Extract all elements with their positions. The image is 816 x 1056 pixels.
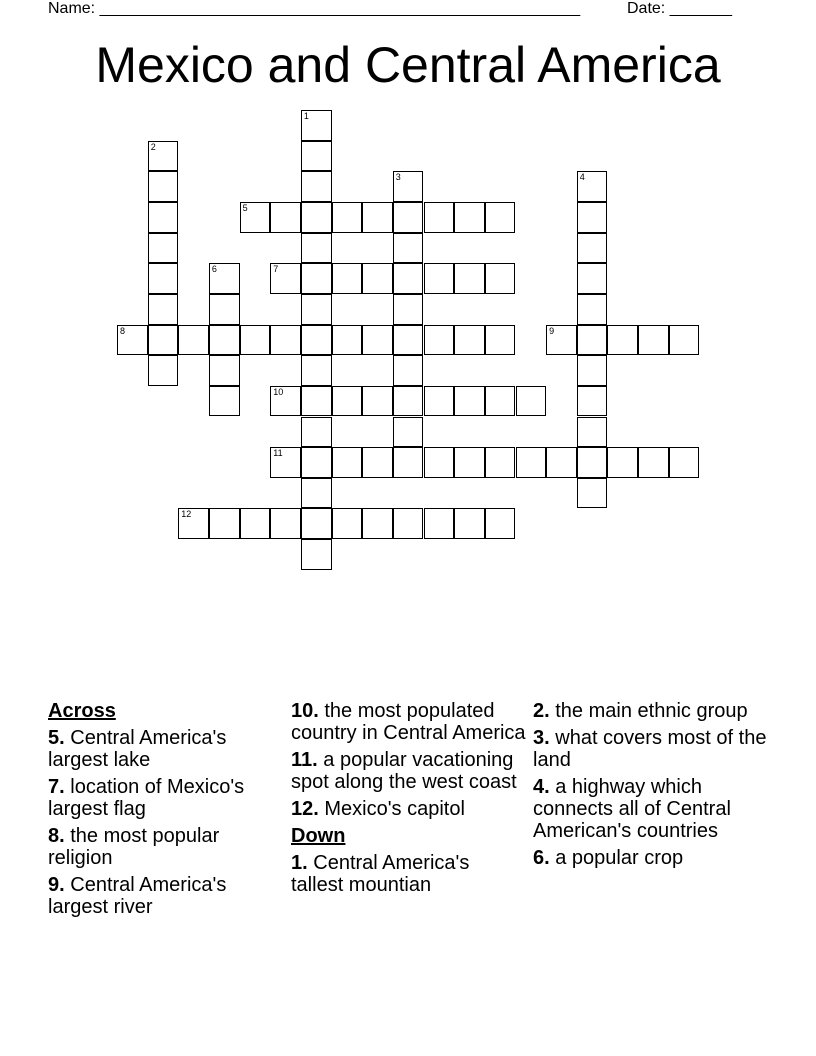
crossword-cell[interactable] (362, 202, 393, 233)
clue-number: 4 (579, 172, 585, 183)
clue-number: 5 (242, 202, 248, 213)
crossword-cell[interactable] (209, 386, 240, 417)
clue-number: 1 (303, 111, 309, 121)
crossword-cell[interactable] (424, 263, 455, 294)
crossword-cell[interactable] (301, 539, 332, 570)
clue-down-3: 3. what covers most of the land (533, 727, 767, 771)
crossword-cell[interactable] (301, 294, 332, 325)
across-heading: Across (48, 700, 116, 722)
clue-number: 3 (395, 172, 401, 183)
crossword-cell[interactable] (393, 386, 424, 417)
crossword-cell[interactable] (362, 386, 393, 417)
crossword-cell[interactable] (638, 447, 669, 478)
crossword-cell[interactable] (485, 447, 516, 478)
clue-across-8: 8. the most popular religion (48, 825, 220, 869)
crossword-cell[interactable] (485, 325, 516, 356)
crossword-cell[interactable] (301, 417, 332, 448)
crossword-cell[interactable] (301, 202, 332, 233)
crossword-cell[interactable] (362, 325, 393, 356)
crossword-cell[interactable] (148, 294, 179, 325)
crossword-cell[interactable] (148, 355, 179, 386)
clue-across-9: 9. Central America's largest river (48, 874, 227, 918)
crossword-cell[interactable] (148, 263, 179, 294)
crossword-cell[interactable] (270, 202, 301, 233)
down-heading: Down (291, 825, 346, 847)
clue-across-11: 11. a popular vacationing spot along the west coast (291, 749, 517, 793)
clue-number: 6 (211, 264, 217, 275)
crossword-cell[interactable] (270, 508, 301, 539)
crossword-cell[interactable] (301, 110, 332, 141)
crossword-cell[interactable] (393, 263, 424, 294)
clue-down-4: 4. a highway which connects all of Central American's countries (533, 776, 731, 842)
crossword-cell[interactable] (454, 202, 485, 233)
crossword-cell[interactable] (393, 171, 424, 202)
crossword-cell[interactable] (393, 294, 424, 325)
clues-column-2 (291, 700, 526, 901)
crossword-cell[interactable] (393, 355, 424, 386)
crossword-cell[interactable] (362, 508, 393, 539)
crossword-cell[interactable] (301, 386, 332, 417)
crossword-cell[interactable] (148, 233, 179, 264)
crossword-cell[interactable] (546, 325, 577, 356)
crossword-cell[interactable] (607, 325, 638, 356)
crossword-cell[interactable] (454, 447, 485, 478)
crossword-cell[interactable] (424, 325, 455, 356)
clues-column-3 (533, 700, 768, 874)
crossword-cell[interactable] (607, 447, 638, 478)
crossword-cell[interactable] (209, 263, 240, 294)
crossword-cell[interactable] (209, 355, 240, 386)
crossword-cell[interactable] (454, 263, 485, 294)
clue-across-10: 10. the most populated country in Central America (291, 700, 526, 744)
crossword-cell[interactable] (669, 325, 700, 356)
clue-down-2: 2. the main ethnic group (533, 700, 748, 722)
crossword-cell[interactable] (332, 263, 363, 294)
crossword-cell[interactable] (454, 508, 485, 539)
crossword-cell[interactable] (393, 508, 424, 539)
crossword-cell[interactable] (270, 386, 301, 417)
crossword-cell[interactable] (485, 263, 516, 294)
crossword-cell[interactable] (301, 508, 332, 539)
crossword-cell[interactable] (393, 202, 424, 233)
date-field-label: Date: _______ (627, 0, 732, 17)
crossword-cell[interactable] (577, 171, 608, 202)
crossword-cell[interactable] (148, 202, 179, 233)
crossword-cell[interactable] (178, 508, 209, 539)
clue-number: 9 (549, 325, 555, 336)
crossword-cell[interactable] (148, 325, 179, 356)
crossword-cell[interactable] (117, 325, 148, 356)
crossword-cell[interactable] (485, 508, 516, 539)
crossword-cell[interactable] (424, 202, 455, 233)
crossword-cell[interactable] (485, 386, 516, 417)
crossword-cell[interactable] (577, 294, 608, 325)
crossword-cell[interactable] (362, 263, 393, 294)
crossword-cell[interactable] (577, 325, 608, 356)
crossword-cell[interactable] (577, 447, 608, 478)
clues-column-1 (48, 700, 283, 923)
crossword-cell[interactable] (301, 478, 332, 509)
crossword-cell[interactable] (301, 233, 332, 264)
crossword-cell[interactable] (209, 508, 240, 539)
crossword-cell[interactable] (332, 447, 363, 478)
crossword-cell[interactable] (516, 447, 547, 478)
crossword-cell[interactable] (362, 447, 393, 478)
crossword-cell[interactable] (393, 233, 424, 264)
crossword-cell[interactable] (577, 233, 608, 264)
crossword-cell[interactable] (148, 141, 179, 172)
clue-down-1: 1. Central America's tallest mountian (291, 852, 470, 896)
crossword-cell[interactable] (393, 325, 424, 356)
crossword-cell[interactable] (485, 202, 516, 233)
crossword-cell[interactable] (424, 508, 455, 539)
crossword-cell[interactable] (577, 263, 608, 294)
crossword-cell[interactable] (577, 202, 608, 233)
crossword-cell[interactable] (332, 508, 363, 539)
crossword-cell[interactable] (332, 325, 363, 356)
crossword-cell[interactable] (240, 202, 271, 233)
clue-number: 2 (150, 141, 156, 152)
page-title: Mexico and Central America (95, 37, 721, 93)
clue-across-5: 5. Central America's largest lake (48, 727, 227, 771)
clue-number: 7 (273, 264, 279, 275)
clue-across-7: 7. location of Mexico's largest flag (48, 776, 245, 820)
crossword-cell[interactable] (301, 325, 332, 356)
clue-number: 12 (181, 509, 192, 520)
crossword-cell[interactable] (577, 386, 608, 417)
crossword-cell[interactable] (577, 355, 608, 386)
clue-number: 8 (120, 325, 126, 336)
crossword-cell[interactable] (332, 386, 363, 417)
crossword-cell[interactable] (301, 447, 332, 478)
crossword-cell[interactable] (301, 263, 332, 294)
crossword-cell[interactable] (516, 386, 547, 417)
name-field-label: Name: ______________________________________________________ (48, 0, 581, 17)
clue-across-12: 12. Mexico's capitol (291, 798, 465, 820)
crossword-cell[interactable] (454, 386, 485, 417)
clue-number: 10 (273, 386, 284, 397)
crossword-cell[interactable] (301, 355, 332, 386)
crossword-cell[interactable] (270, 447, 301, 478)
crossword-cell[interactable] (577, 478, 608, 509)
crossword-cell[interactable] (393, 417, 424, 448)
crossword-cell[interactable] (393, 447, 424, 478)
crossword-cell[interactable] (424, 386, 455, 417)
crossword-cell[interactable] (301, 171, 332, 202)
crossword-cell[interactable] (209, 325, 240, 356)
crossword-cell[interactable] (424, 447, 455, 478)
crossword-cell[interactable] (301, 141, 332, 172)
crossword-cell[interactable] (178, 325, 209, 356)
crossword-cell[interactable] (669, 447, 700, 478)
crossword-cell[interactable] (577, 417, 608, 448)
clue-number: 11 (273, 448, 283, 459)
crossword-cell[interactable] (638, 325, 669, 356)
crossword-cell[interactable] (240, 325, 271, 356)
crossword-cell[interactable] (270, 325, 301, 356)
crossword-cell[interactable] (240, 508, 271, 539)
crossword-cell[interactable] (454, 325, 485, 356)
crossword-cell[interactable] (270, 263, 301, 294)
clue-down-6: 6. a popular crop (533, 847, 684, 869)
crossword-cell[interactable] (209, 294, 240, 325)
crossword-cell[interactable] (546, 447, 577, 478)
crossword-cell[interactable] (148, 171, 179, 202)
crossword-cell[interactable] (332, 202, 363, 233)
